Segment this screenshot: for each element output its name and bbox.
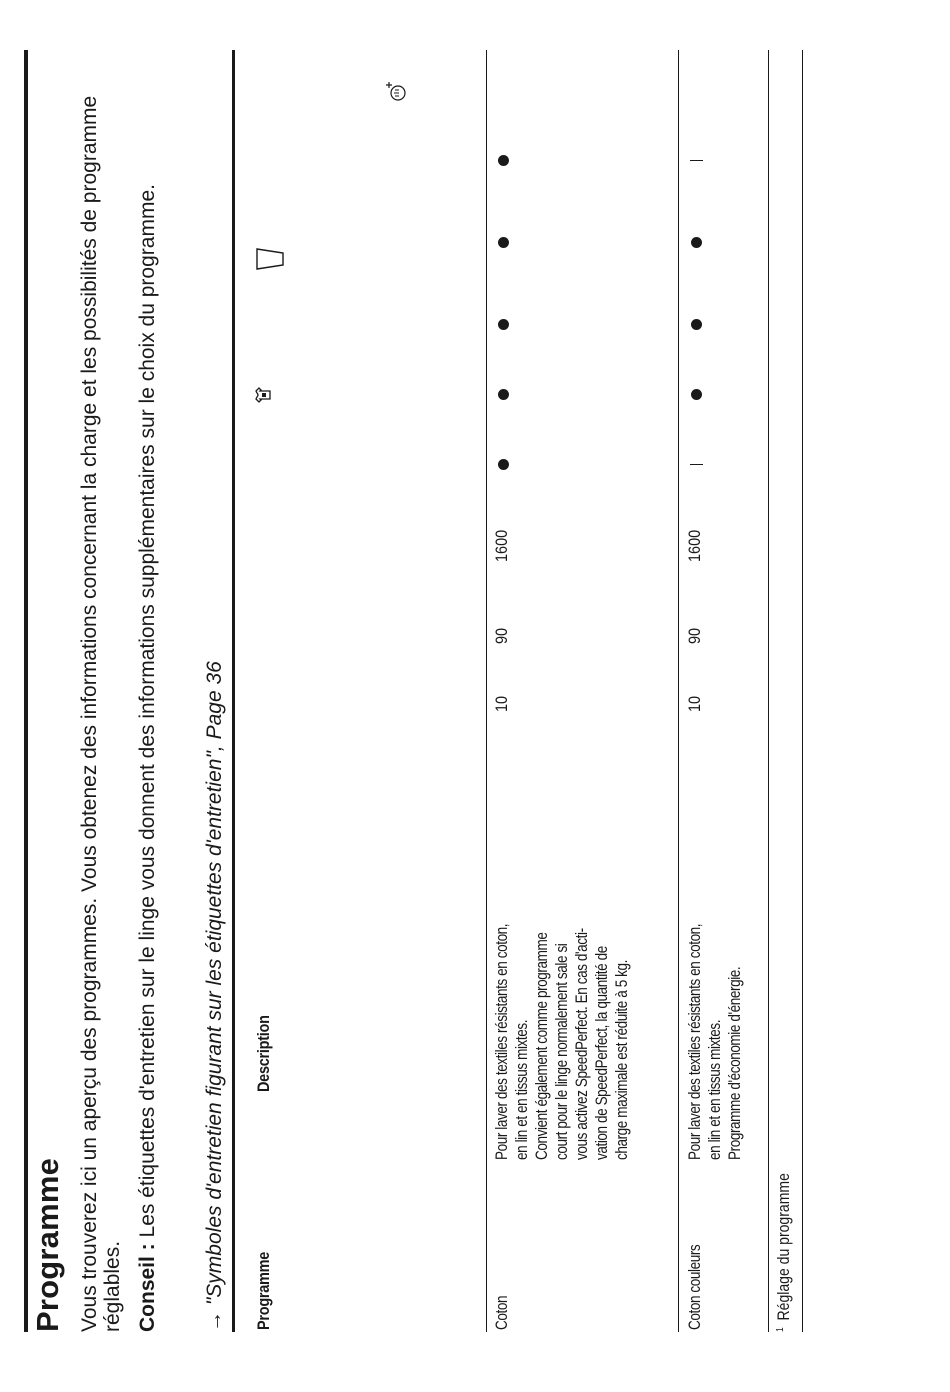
header-description: Description bbox=[254, 1015, 273, 1092]
option-dot bbox=[691, 237, 702, 248]
header-programme: Programme bbox=[254, 1251, 273, 1330]
title-bar bbox=[24, 50, 28, 1332]
row-rule bbox=[678, 50, 679, 1332]
description-line: vation de SpeedPerfect, la quantité de bbox=[593, 946, 611, 1160]
description-line: vous activez SpeedPerfect. En cas d'acti- bbox=[573, 928, 591, 1160]
option-dot bbox=[498, 319, 509, 330]
description-line: Pour laver des textiles résistants en coton, bbox=[493, 923, 511, 1160]
option-dot bbox=[498, 389, 509, 400]
row-coton-temp-max: 90 bbox=[492, 627, 511, 644]
description-line: court pour le linge normalement sale si bbox=[553, 943, 571, 1160]
description-line: en lin et en tissus mixtes. bbox=[513, 1019, 531, 1160]
row-coton-couleurs-temp-min: 10 bbox=[685, 695, 704, 712]
row-coton-couleurs-temp-max: 90 bbox=[685, 627, 704, 644]
footnote bbox=[775, 1173, 794, 1332]
arrow-icon: → bbox=[203, 1311, 226, 1332]
row-coton-couleurs-spin: 1600 bbox=[685, 529, 704, 562]
description-line: charge maximale est réduite à 5 kg. bbox=[613, 960, 631, 1160]
tip-text: Les étiquettes d'entretien sur le linge vous donnent des informations supplémentaires sur le choix du programme. bbox=[136, 184, 159, 1244]
option-dot bbox=[498, 459, 509, 470]
description-line: Programme d'économie d'énergie. bbox=[726, 966, 744, 1160]
description-line: en lin et en tissus mixtes. bbox=[706, 1019, 724, 1160]
row-coton-temp-min: 10 bbox=[492, 695, 511, 712]
description-line: Convient également comme programme bbox=[533, 932, 551, 1160]
option-dot bbox=[498, 155, 509, 166]
footnote-marker: 1 bbox=[775, 1327, 786, 1332]
option-dot bbox=[498, 237, 509, 248]
table-top-rule bbox=[232, 50, 235, 1332]
cross-reference-text[interactable]: "Symboles d'entretien figurant sur les étiquettes d'entretien", Page 36 bbox=[203, 661, 226, 1311]
option-dash bbox=[690, 160, 703, 161]
row-coton-couleurs-programme: Coton couleurs bbox=[686, 1244, 704, 1330]
option-dot bbox=[691, 319, 702, 330]
option-dash bbox=[690, 464, 703, 465]
option-dot bbox=[691, 389, 702, 400]
header-rule bbox=[486, 50, 487, 1332]
page-title: Programme bbox=[30, 1157, 65, 1332]
tip-label: Conseil : bbox=[136, 1243, 159, 1332]
intro-text: Vous trouverez ici un aperçu des programmes. Vous obtenez des informations concernant la charge et les possibilités de programme réglables. bbox=[78, 95, 124, 1332]
description-line: Pour laver des textiles résistants en coton, bbox=[686, 923, 704, 1160]
row-coton-description bbox=[492, 924, 632, 1160]
row-coton-couleurs-description bbox=[685, 924, 745, 1160]
tip-paragraph bbox=[136, 82, 159, 1332]
shirt-care-icon bbox=[254, 386, 272, 404]
cross-reference[interactable] bbox=[203, 661, 226, 1332]
footnote-text: Réglage du programme bbox=[775, 1173, 793, 1321]
drum-load-icon bbox=[254, 246, 286, 272]
table-bottom-rule bbox=[768, 50, 769, 1332]
row-coton-spin: 1600 bbox=[492, 529, 511, 562]
row-coton-programme: Coton bbox=[493, 1295, 511, 1330]
footnote-rule bbox=[802, 50, 803, 1332]
stain-plus-icon bbox=[384, 80, 408, 102]
